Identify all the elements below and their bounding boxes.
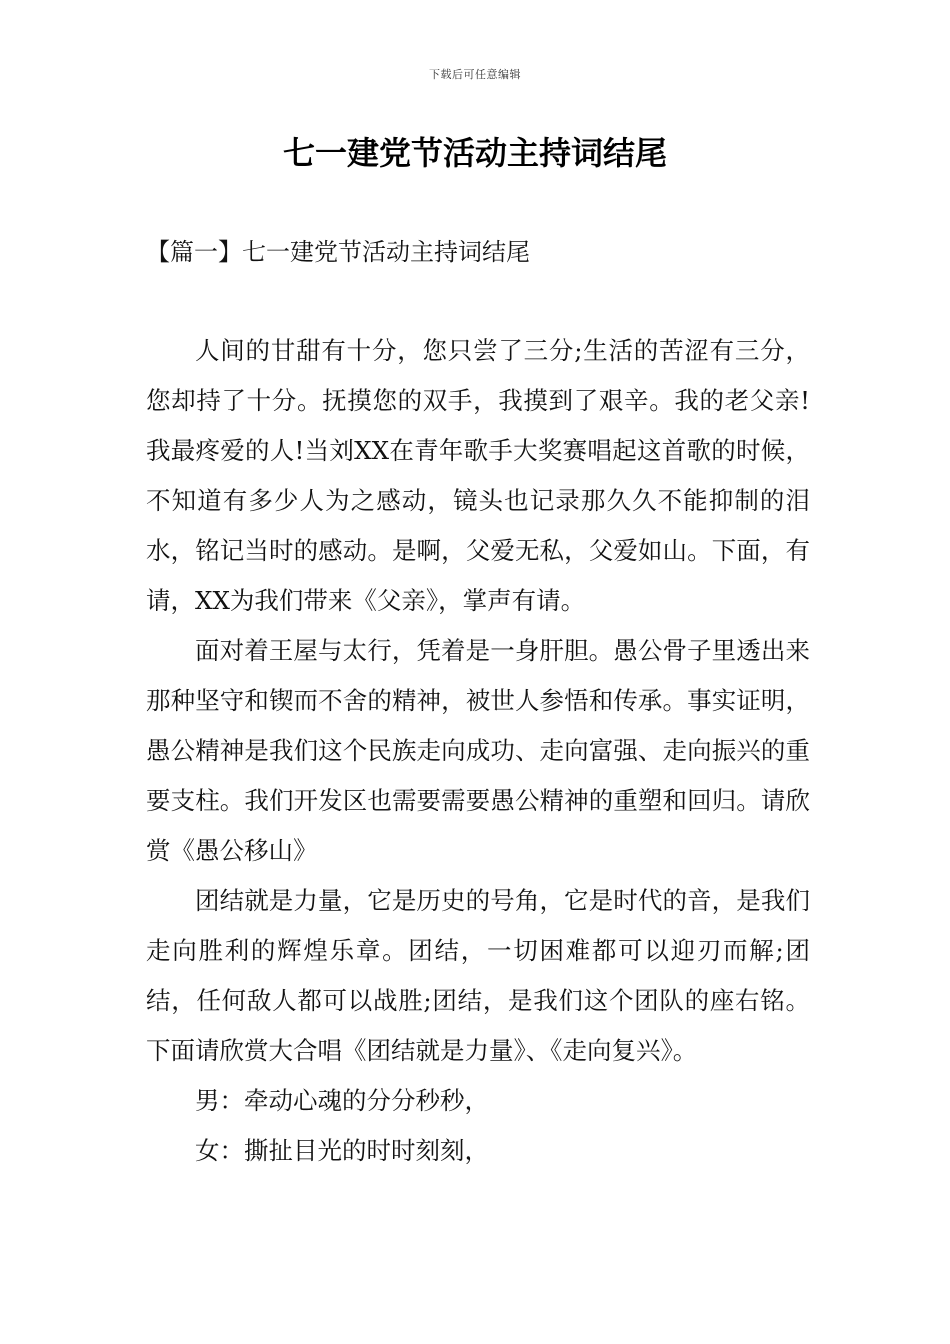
paragraph: 女：撕扯目光的时时刻刻，: [195, 1136, 489, 1165]
paragraph: 团结就是力量，它是历史的号角，它是时代的音，是我们走向胜利的辉煌乐章。团结，一切困难都可以迎刃而解;团结，任何敌人都可以战胜;团结，是我们这个团队的座右铭。下面请欣赏大合唱《团结就是力量》、《走向复兴》。: [146, 886, 810, 1065]
section-heading: 【篇一】七一建党节活动主持词结尾: [146, 238, 530, 266]
document-title: 七一建党节活动主持词结尾: [282, 134, 667, 172]
paragraph: 面对着王屋与太行，凭着是一身肝胆。愚公骨子里透出来那种坚守和锲而不舍的精神，被世人参悟和传承。事实证明，愚公精神是我们这个民族走向成功、走向富强、走向振兴的重要支柱。我们开发区也需要需要愚公精神的重塑和回归。请欣赏《愚公移山》: [146, 636, 810, 865]
body-text: [146, 326, 810, 1176]
paragraph: 男：牵动心魂的分分秒秒，: [195, 1086, 489, 1115]
paragraph: 人间的甘甜有十分，您只尝了三分;生活的苦涩有三分，您却持了十分。抚摸您的双手，我摸到了艰辛。我的老父亲!我最疼爱的人!当刘XX在青年歌手大奖赛唱起这首歌的时候，不知道有多少人为之感动，镜头也记录那久久不能抑制的泪水，铭记当时的感动。是啊，父爱无私，父爱如山。下面，有请，XX为我们带来《父亲》，掌声有请。: [146, 336, 810, 615]
header-note: 下载后可任意编辑: [429, 68, 521, 81]
